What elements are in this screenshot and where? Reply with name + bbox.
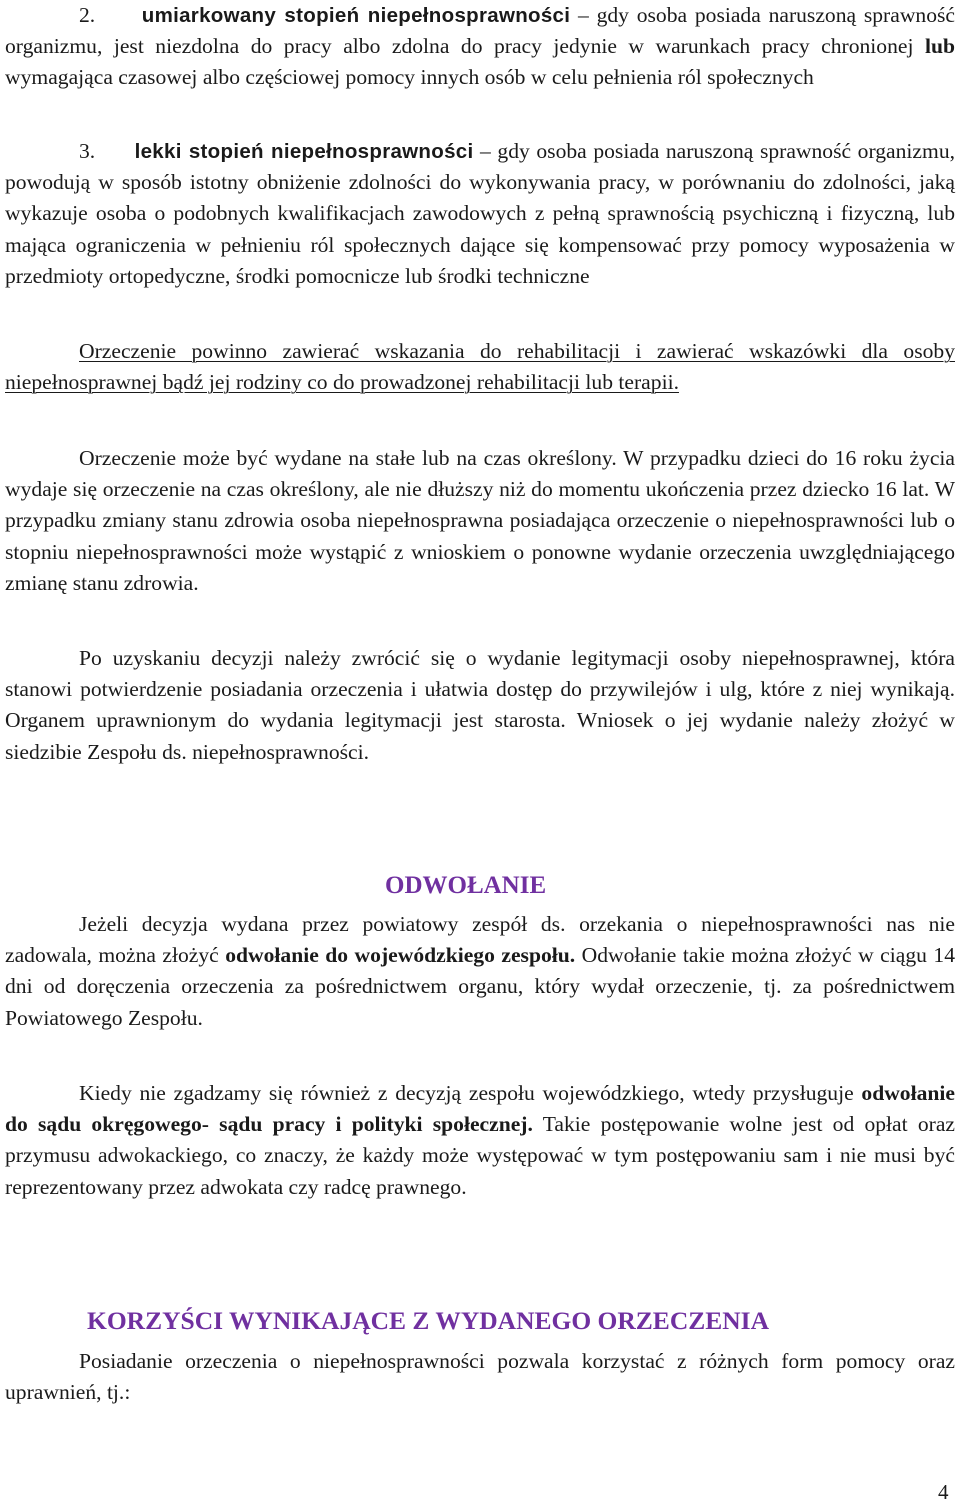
item-number: 3. [79, 139, 96, 163]
item-term: umiarkowany stopień niepełnosprawności [141, 4, 571, 27]
page-number: 4 [938, 1480, 949, 1504]
heading-odwolanie: ODWOŁANIE [385, 872, 547, 899]
list-item-moderate-disability: 2. umiarkowany stopień niepełnosprawności – gdy osoba posiada naruszoną sprawność organizmu, jest niezdolna do pracy albo zdolna do pracy jedynie w warunkach pracy chronionej lub wymagająca czasowej albo częściowej pomocy innych osób w celu pełnienia ról społecznych [5, 3, 956, 90]
item-number: 2. [79, 3, 96, 27]
paragraph-okres-orzeczenia: Orzeczenie może być wydane na stałe lub na czas określony. W przypadku dzieci do 16 roku życia wydaje się orzeczenie na czas określony, ale nie dłuższy niż do momentu ukończenia przez dziecko 16 lat. W przypadku zmiany stanu zdrowia osoba niepełnosprawna posiadająca orzeczenie o niepełnosprawności lub o stopniu niepełnosprawności może wystąpić z wnioskiem o ponowne wydanie orzeczenia uwzględniającego zmianę stanu zdrowia. [5, 446, 955, 595]
paragraph-sad: Kiedy nie zgadzamy się również z decyzją zespołu wojewódzkiego, wtedy przysługuje odwołanie do sądu okręgowego- sądu pracy i polityki społecznej. Takie postępowanie wolne jest od opłat oraz przymusu adwokackiego, co znaczy, że każdy może występować w tym postępowaniu sam i nie musi być reprezentowany przez adwokata czy radcę prawnego. [5, 1081, 955, 1199]
paragraph-orzeczenie-wskazania: Orzeczenie powinno zawierać wskazania do rehabilitacji i zawierać wskazówki dla osoby niepełnosprawnej bądź jej rodziny co do prowadzonej rehabilitacji lub terapii. [5, 339, 955, 395]
heading-korzysci: KORZYŚCI WYNIKAJĄCE Z WYDANEGO ORZECZENIA [87, 1306, 770, 1335]
paragraph-legitymacja: Po uzyskaniu decyzji należy zwrócić się o wydanie legitymacji osoby niepełnosprawnej, która stanowi potwierdzenie posiadania orzeczenia i ułatwia dostęp do przywilejów i ulg, które z niej wynikają. Organem uprawnionym do wydania legitymacji jest starosta. Wniosek o jej wydanie należy złożyć w siedzibie Zespołu ds. niepełnosprawności. [5, 646, 955, 764]
list-item-mild-disability: 3. lekki stopień niepełnosprawności – gdy osoba posiada naruszoną sprawność organizmu, powodują w sposób istotny obniżenie zdolności do wykonywania pracy, w porównaniu do zdolności, jaką wykazuje osoba o podobnych kwalifikacjach zawodowych z pełną sprawnością psychiczną i fizyczną, lub mająca ograniczenia w pełnieniu ról społecznych dające się kompensować przy pomocy wyposażenia w przedmioty ortopedyczne, środki pomocnicze lub środki techniczne [5, 139, 956, 288]
item-term: lekki stopień niepełnosprawności [134, 140, 474, 163]
paragraph-odwolanie: Jeżeli decyzja wydana przez powiatowy zespół ds. orzekania o niepełnosprawności nas nie zadowala, można złożyć odwołanie do wojewódzkiego zespołu. Odwołanie takie można złożyć w ciągu 14 dni od doręczenia orzeczenia za pośrednictwem organu, który wydał orzeczenie, tj. za pośrednictwem Powiatowego Zespołu. [5, 912, 955, 1030]
paragraph-korzysci: Posiadanie orzeczenia o niepełnosprawności pozwala korzystać z różnych form pomocy oraz uprawnień, tj.: [5, 1349, 955, 1405]
